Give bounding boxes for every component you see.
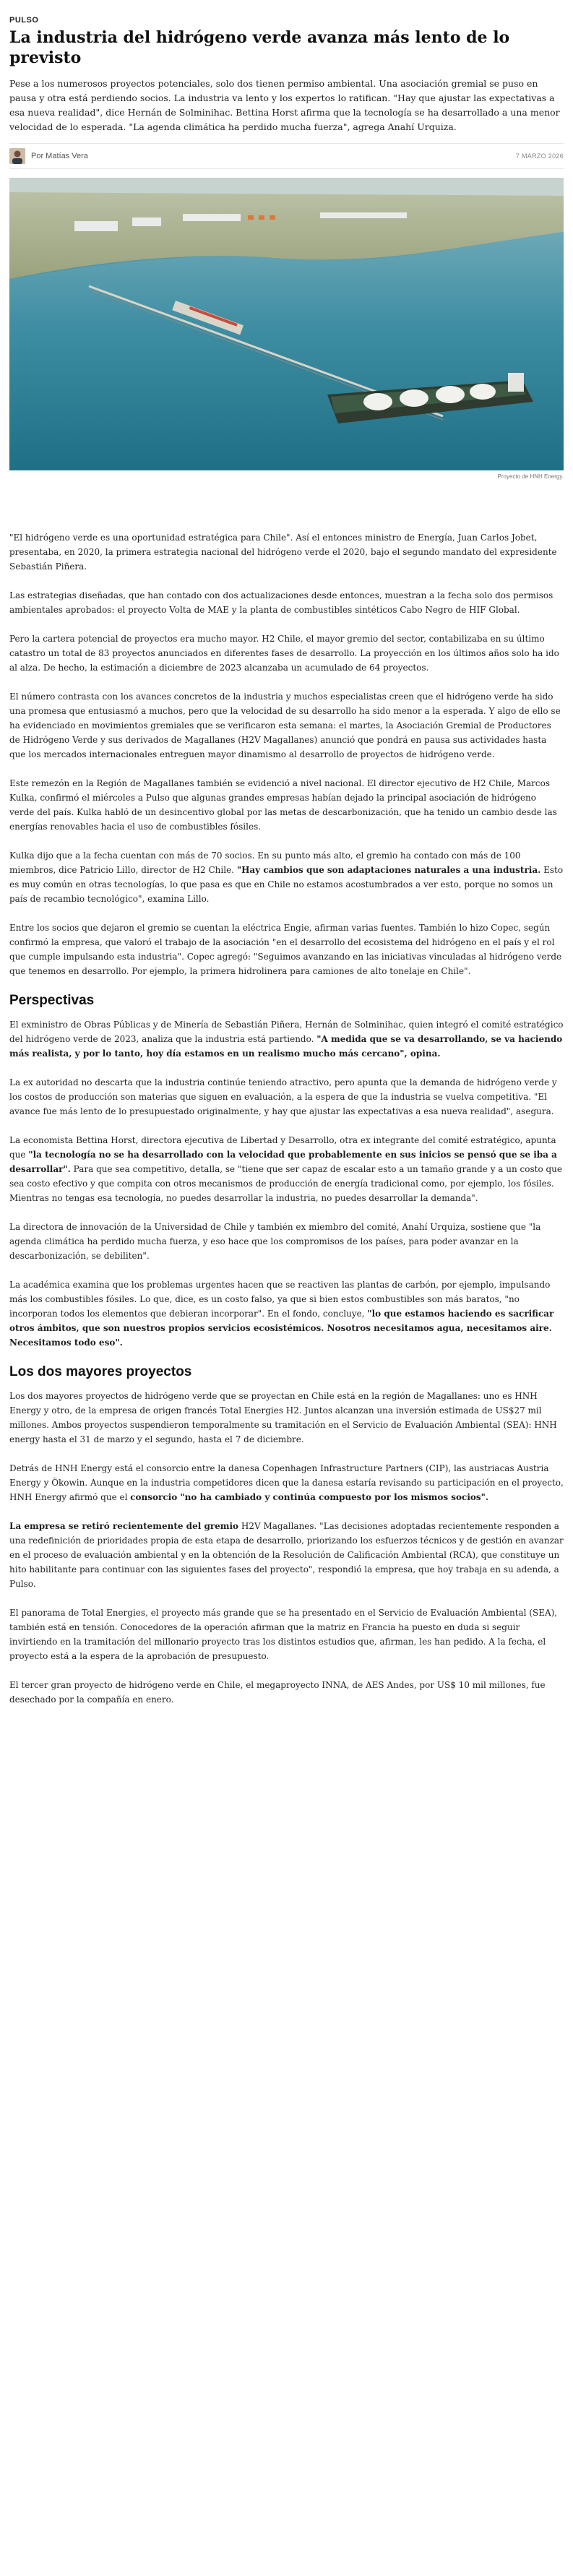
paragraph: El tercer gran proyecto de hidrógeno verde en Chile, el megaproyecto INNA, de AES Andes, por US$ 10 mil millones, fue desechado por la compañía en enero. — [9, 1680, 546, 1705]
paragraph: Este remezón en la Región de Magallanes también se evidenció a nivel nacional. El director ejecutivo de H2 Chile, Marcos Kulka, confirmó el miércoles a Pulso que algunas grandes empresas habían dejado la principal asociación de hidrógeno verde del país. Kulka habló de un desincentivo global por las metas de descarbonización, que ha tenido un cambio desde las energías renovables hacia el uso de combustibles fósiles. — [9, 778, 557, 832]
quote-highlight: consorcio "no ha cambiado y continúa compuesto por los mismos socios". — [130, 1492, 489, 1502]
paragraph: La académica examina que los problemas urgentes hacen que se reactiven las plantas de carbón, por ejemplo, impulsando más los combustibles fósiles. Lo que, dice, es un costo falso, ya que si bien estos combustibles son más baratos, "no incorporan todos los elementos que debieran incorporar". En el fondo, concluye, "lo que estamos haciendo es sacrificar otros ámbitos, que son nuestros propios servicios ecosistémicos. Nosotros necesitamos agua, necesitamos aire. Necesitamos todo eso". — [9, 1280, 554, 1348]
section-heading-perspectivas: Perspectivas — [9, 993, 95, 1008]
paragraph: El exministro de Obras Públicas y de Minería de Sebastián Piñera, Hernán de Solminihac, quien integró el comité estratégico del hidrógeno verde de 2023, analiza que la industria está partiendo. "A medida que se va desarrollando, se va haciendo más realista, y por lo tanto, hoy día estamos en un realismo mucho más cercano", opina. — [9, 1020, 564, 1059]
quote-highlight: "lo que estamos haciendo es sacrificar otros ámbitos, que son nuestros propios servicios ecosistémicos. Nosotros necesitamos agua, necesitamos aire. Necesitamos todo eso". — [9, 1309, 554, 1348]
author-name[interactable]: Por Matías Vera — [31, 152, 88, 160]
paragraph: Kulka dijo que a la fecha cuentan con más de 70 socios. En su punto más alto, el gremio ha contado con más de 100 miembros, dice Patricio Lillo, director de H2 Chile. "Hay cambios que son adaptaciones naturales a una industria. Esto es muy común en otras tecnologías, lo que pasa es que en Chile no estamos acostumbrados a ver esto, porque no somos un país de recambio tecnológico", examina Lillo. — [9, 850, 564, 904]
paragraph: El número contrasta con los avances concretos de la industria y muchos especialistas creen que el hidrógeno verde ha sido una promesa que entusiasmó a muchos, pero que la velocidad de su desarrollo ha sido menor a la esperada. Y algo de ello se ha evidenciado en movimientos gremiales que se verificaron esta semana: el martes, la Asociación Gremial de Productores de Hidrógeno Verde y sus derivados de Magallanes (H2V Magallanes) anunció que pondrá en pausa sus actividades hasta que los mercados internacionales entreguen mayor dinamismo al desarrollo de proyectos de hidrógeno verde. — [9, 692, 561, 759]
paragraph: La directora de innovación de la Universidad de Chile y también ex miembro del comité, Anahí Urquiza, sostiene que "la agenda climática ha perdido mucha fuerza, y eso hace que los compromisos de los países, para poder avanzar en la descarbonización, se debiliten". — [9, 1222, 541, 1261]
paragraph: La ex autoridad no descarta que la industria continúe teniendo atractivo, pero apunta que la demanda de hidrógeno verde y los costos de producción son materias que siguen en evaluación, a la espera de que la industria se vuelva competitiva. "El avance fue más lento de lo presupuestado originalmente, y hay que ajustar las expectativas a esa nueva realidad", asegura. — [9, 1077, 557, 1116]
article-title: La industria del hidrógeno verde avanza más lento de lo previsto — [9, 28, 510, 67]
paragraph: La empresa se retiró recientemente del gremio H2V Magallanes. "Las decisiones adoptadas recientemente responden a una redefinición de prioridades propia de esta etapa de desarrollo, priorizando los esfuerzos técnicos y de gestión en avanzar en el proceso de evaluación ambiental y en la obtención de la Resolución de Calificación Ambiental (RCA), que constituye un hito habilitante para continuar con las siguientes fases del proyecto", respondió la empresa, que hoy trabaja en su adenda, a Pulso. — [9, 1521, 564, 1589]
hero-image — [9, 178, 564, 470]
byline — [9, 143, 564, 169]
article-lead: Pese a los numerosos proyectos potenciales, solo dos tienen permiso ambiental. Una asociación gremial se puso en pausa y otra está perdiendo socios. La industria va lento y los expertos lo ratifican. "Hay que ajustar las expectativas a esa nueva realidad", dice Hernán de Solminihac. Bettina Horst afirma que la tecnología se ha desarrollado a una menor velocidad de lo esperada. "La agenda climática ha perdido mucha fuerza", agrega Anahí Urquiza. — [9, 78, 560, 132]
paragraph: Pero la cartera potencial de proyectos era mucho mayor. H2 Chile, el mayor gremio del sector, contabilizaba en su último catastro un total de 83 proyectos anunciados en diferentes fases de desarrollo. La proyección en los últimos años solo ha ido al alza. De hecho, la estimación a diciembre de 2023 alcanzaba un acumulado de 64 proyectos. — [9, 634, 559, 673]
article-body — [9, 530, 564, 1707]
paragraph: Detrás de HNH Energy está el consorcio entre la danesa Copenhagen Infrastructure Partners (CIP), las austriacas Austria Energy y Ökowin. Aunque en la industria competidores dicen que la danesa estaría revisando su participación en el proyecto, HNH Energy afirmó que el consorcio "no ha cambiado y continúa compuesto por los mismos socios". — [9, 1463, 564, 1502]
author-avatar[interactable] — [9, 148, 25, 164]
paragraph: Entre los socios que dejaron el gremio se cuentan la eléctrica Engie, afirman varias fuentes. También lo hizo Copec, según confirmó la empresa, que valoró el trabajo de la asociación "en el desarrollo del ecosistema del hidrógeno en el país y el rol que cumple impulsando esta industria". Copec agregó: "Seguimos avanzando en las iniciativas vinculadas al hidrógeno verde que tenemos en desarrollo. Por ejemplo, la primera hidrolinera para camiones de alto tonelaje en Chile". — [9, 923, 562, 976]
article-page — [0, 16, 573, 1707]
image-caption: Proyecto de HNH Energy. — [497, 473, 564, 480]
quote-highlight: "la tecnología no se ha desarrollado con la velocidad que probablemente en sus inicios se pensó que se iba a desarrollar". — [9, 1150, 557, 1174]
section-tag[interactable]: PULSO — [9, 16, 39, 25]
paragraph: "El hidrógeno verde es una oportunidad estratégica para Chile". Así el entonces ministro de Energía, Juan Carlos Jobet, presentaba, en 2020, la primera estrategia nacional del hidrógeno verde el 2020, bajo el segundo mandato del expresidente Sebastián Piñera. — [9, 533, 557, 572]
paragraph: La economista Bettina Horst, directora ejecutiva de Libertad y Desarrollo, otra ex integrante del comité estratégico, apunta que "la tecnología no se ha desarrollado con la velocidad que probablemente en sus inicios se pensó que se iba a desarrollar". Para que sea competitivo, detalla, se "tiene que ser capaz de escalar esto a un tamaño grande y a un costo que sea costo efectivo y que compita con otros mecanismos de producción de energía tradicional como, por ejemplo, los fósiles. Mientras no tengas esa tecnología, no puedes desarrollar la industria, no puedes desarrollar la demanda". — [9, 1135, 563, 1203]
publish-date: 7 MARZO 2026 — [515, 152, 564, 160]
paragraph: Las estrategias diseñadas, que han contado con dos actualizaciones desde entonces, muestran a la fecha solo dos permisos ambientales aprobados: el proyecto Volta de MAE y la planta de combustibles sintéticos Cabo Negro de HIF Global. — [9, 590, 553, 615]
quote-highlight: "A medida que se va desarrollando, se va haciendo más realista, y por lo tanto, hoy día estamos en un realismo mucho más cercano", opina. — [9, 1034, 563, 1059]
paragraph: Los dos mayores proyectos de hidrógeno verde que se proyectan en Chile está en la región de Magallanes: uno es HNH Energy y otro, de la empresa de origen francés Total Energies H2. Juntos alcanzan una inversión estimada de US$27 mil millones. Ambos proyectos suspendieron temporalmente su tramitación en el Servicio de Evaluación Ambiental (SEA): HNH energy hasta el 31 de marzo y el segundo, hasta el 7 de diciembre. — [9, 1391, 557, 1444]
paragraph: El panorama de Total Energies, el proyecto más grande que se ha presentado en el Servicio de Evaluación Ambiental (SEA), también está en tensión. Conocedores de la operación afirman que la matriz en Francia ha puesto en duda si seguir invirtiendo en la tramitación del millonario proyecto tras los distintos estudios que, afirman, les han pedido. A la fecha, el proyecto está a la espera de la aprobación de presupuesto. — [9, 1608, 558, 1661]
quote-highlight: "Hay cambios que son adaptaciones naturales a una industria. — [236, 865, 541, 875]
quote-highlight: La empresa se retiró recientemente del gremio — [9, 1521, 239, 1531]
section-heading-proyectos: Los dos mayores proyectos — [9, 1364, 192, 1379]
